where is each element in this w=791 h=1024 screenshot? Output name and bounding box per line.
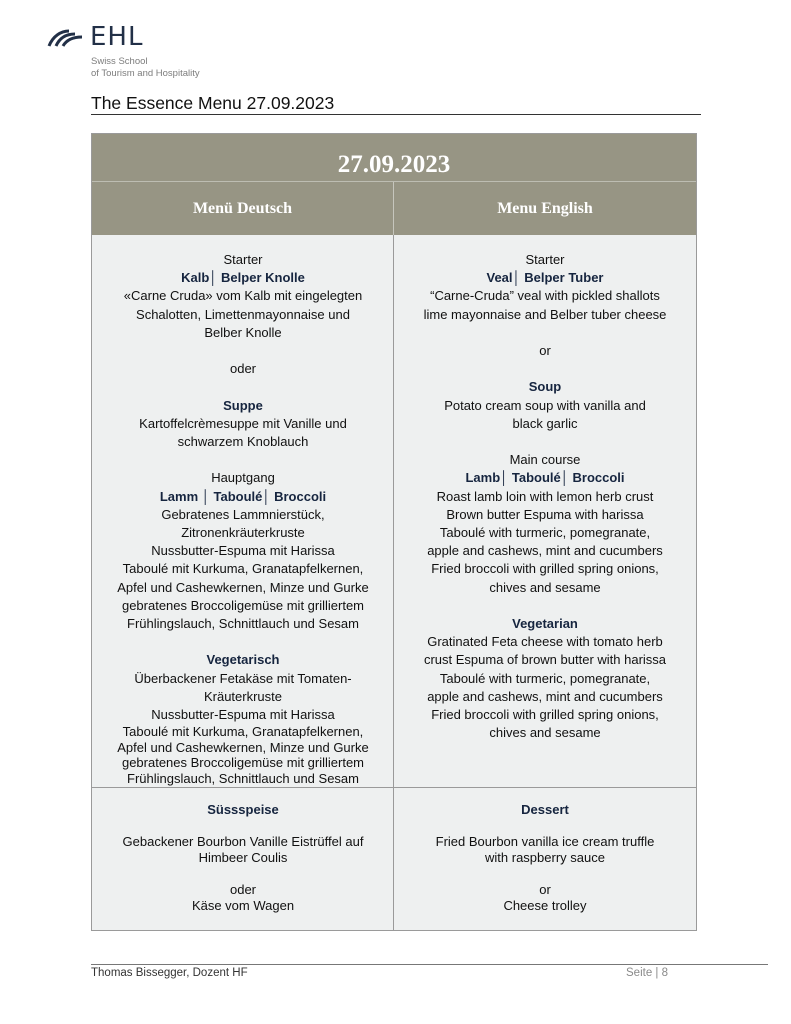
dish-title: Kalb│ Belper Knolle [181, 270, 305, 286]
menu-line: crust Espuma of brown butter with harissa [423, 652, 667, 668]
menu-line: Zitronenkräuterkruste [181, 525, 305, 540]
menu-table [91, 133, 697, 931]
title-divider [91, 114, 701, 115]
menu-line: Überbackener Fetakäse mit Tomaten- [134, 670, 352, 686]
logo-subtitle-line: Swiss School [91, 56, 148, 67]
column-divider [393, 235, 394, 930]
spacer [98, 342, 388, 360]
menu-line: Apfel und Cashewkernen, Minze und Gurke [117, 579, 369, 595]
dish-title: Dessert [521, 802, 569, 817]
menu-line: or [539, 343, 551, 358]
menu-line: gebratenes Broccoligemüse mit grilliertem [121, 755, 365, 771]
column-header-english: Menu English [394, 182, 696, 235]
dish-title: Lamb│ Taboulé│ Broccoli [465, 470, 625, 486]
dish-title: Lamm │ Taboulé│ Broccoli [159, 488, 327, 504]
menu-line: Gratinated Feta cheese with tomato herb [427, 634, 663, 650]
menu-line: chives and sesame [489, 579, 601, 595]
menu-line: Frühlingslauch, Schnittlauch und Sesam [127, 770, 359, 786]
menu-date-header: 27.09.2023 [92, 134, 696, 182]
menu-line: Belber Knolle [204, 324, 282, 340]
logo-subtitle-line: of Tourism and Hospitality [91, 67, 200, 79]
menu-line: Nussbutter-Espuma mit Harissa [151, 707, 335, 723]
menu-line: or [539, 882, 551, 897]
menu-line: apple and cashews, mint and cucumbers [427, 688, 663, 704]
menu-line: Taboulé with turmeric, pomegranate, [439, 525, 651, 540]
spacer [98, 818, 388, 834]
english-dessert [398, 802, 692, 914]
dish-title: Suppe [223, 397, 263, 413]
menu-line: Nussbutter-Espuma mit Harissa [151, 543, 335, 559]
menu-line: Schalotten, Limettenmayonnaise und [136, 306, 350, 322]
menu-line: Gebratenes Lammnierstück, [161, 506, 325, 522]
menu-line: black garlic [512, 415, 578, 431]
row-divider [92, 787, 696, 788]
menu-line: lime mayonnaise and Belber tuber cheese [423, 306, 667, 322]
footer-page-number: Seite | 8 [626, 967, 668, 979]
menu-line: schwarzem Knoblauch [177, 434, 309, 449]
ehl-logo-mark-icon [47, 28, 87, 48]
spacer [98, 378, 388, 396]
menu-line: Frühlingslauch, Schnittlauch und Sesam [127, 616, 359, 632]
dish-title: Vegetarian [512, 616, 578, 631]
menu-line: apple and cashews, mint and cucumbers [427, 543, 663, 559]
menu-line: Käse vom Wagen [191, 898, 295, 913]
menu-line: Taboulé with turmeric, pomegranate, [439, 670, 651, 686]
spacer [398, 324, 692, 342]
menu-line: Roast lamb loin with lemon herb crust [436, 488, 654, 504]
menu-line: «Carne Cruda» vom Kalb mit eingelegten [123, 288, 363, 304]
menu-line: “Carne-Cruda” veal with pickled shallots [430, 288, 660, 304]
spacer [98, 866, 388, 882]
menu-line: Cheese trolley [503, 898, 587, 913]
menu-line: chives and sesame [489, 725, 601, 741]
spacer [98, 451, 388, 469]
spacer [398, 360, 692, 378]
footer-divider [91, 964, 768, 965]
column-header-german: Menü Deutsch [92, 182, 394, 235]
logo-subtitle [91, 56, 200, 79]
menu-line: Gebackener Bourbon Vanille Eistrüffel auf [122, 834, 364, 849]
spacer [98, 633, 388, 651]
menu-line: with raspberry sauce [485, 850, 605, 865]
spacer [398, 818, 692, 834]
menu-line: Taboulé mit Kurkuma, Granatapfelkernen, [122, 561, 364, 577]
spacer [398, 597, 692, 615]
menu-line: Starter [525, 252, 565, 267]
menu-line: gebratenes Broccoligemüse mit grilliertem [121, 597, 365, 613]
menu-line: Kartoffelcrèmesuppe mit Vanille und [139, 415, 347, 431]
menu-line: Main course [509, 452, 581, 468]
menu-line: Hauptgang [211, 470, 275, 486]
menu-line: Potato cream soup with vanilla and [444, 397, 646, 413]
menu-line: Starter [223, 252, 263, 267]
english-main-courses [398, 251, 692, 742]
menu-line: oder [229, 361, 257, 377]
document-title: The Essence Menu 27.09.2023 [91, 93, 335, 113]
dish-title: Veal│ Belper Tuber [486, 270, 604, 286]
menu-line: oder [229, 882, 257, 897]
menu-line: Fried Bourbon vanilla ice cream truffle [435, 834, 655, 849]
menu-line: Fried broccoli with grilled spring onions, [431, 561, 659, 577]
logo-brand: EHL [90, 22, 144, 52]
spacer [398, 866, 692, 882]
dish-title: Soup [528, 379, 562, 395]
menu-line: Brown butter Espuma with harissa [446, 506, 644, 522]
german-dessert [98, 802, 388, 914]
menu-line: Kräuterkruste [203, 688, 283, 704]
menu-line: Taboulé mit Kurkuma, Granatapfelkernen, [122, 724, 364, 740]
german-main-courses [98, 251, 388, 786]
menu-line: Himbeer Coulis [198, 850, 288, 865]
dish-title: Süssspeise [207, 802, 279, 817]
spacer [398, 433, 692, 451]
menu-line: Fried broccoli with grilled spring onions, [431, 707, 659, 723]
footer-author: Thomas Bissegger, Dozent HF [91, 967, 248, 979]
dish-title: Vegetarisch [206, 652, 280, 668]
menu-line: Apfel und Cashewkernen, Minze und Gurke [117, 739, 369, 755]
